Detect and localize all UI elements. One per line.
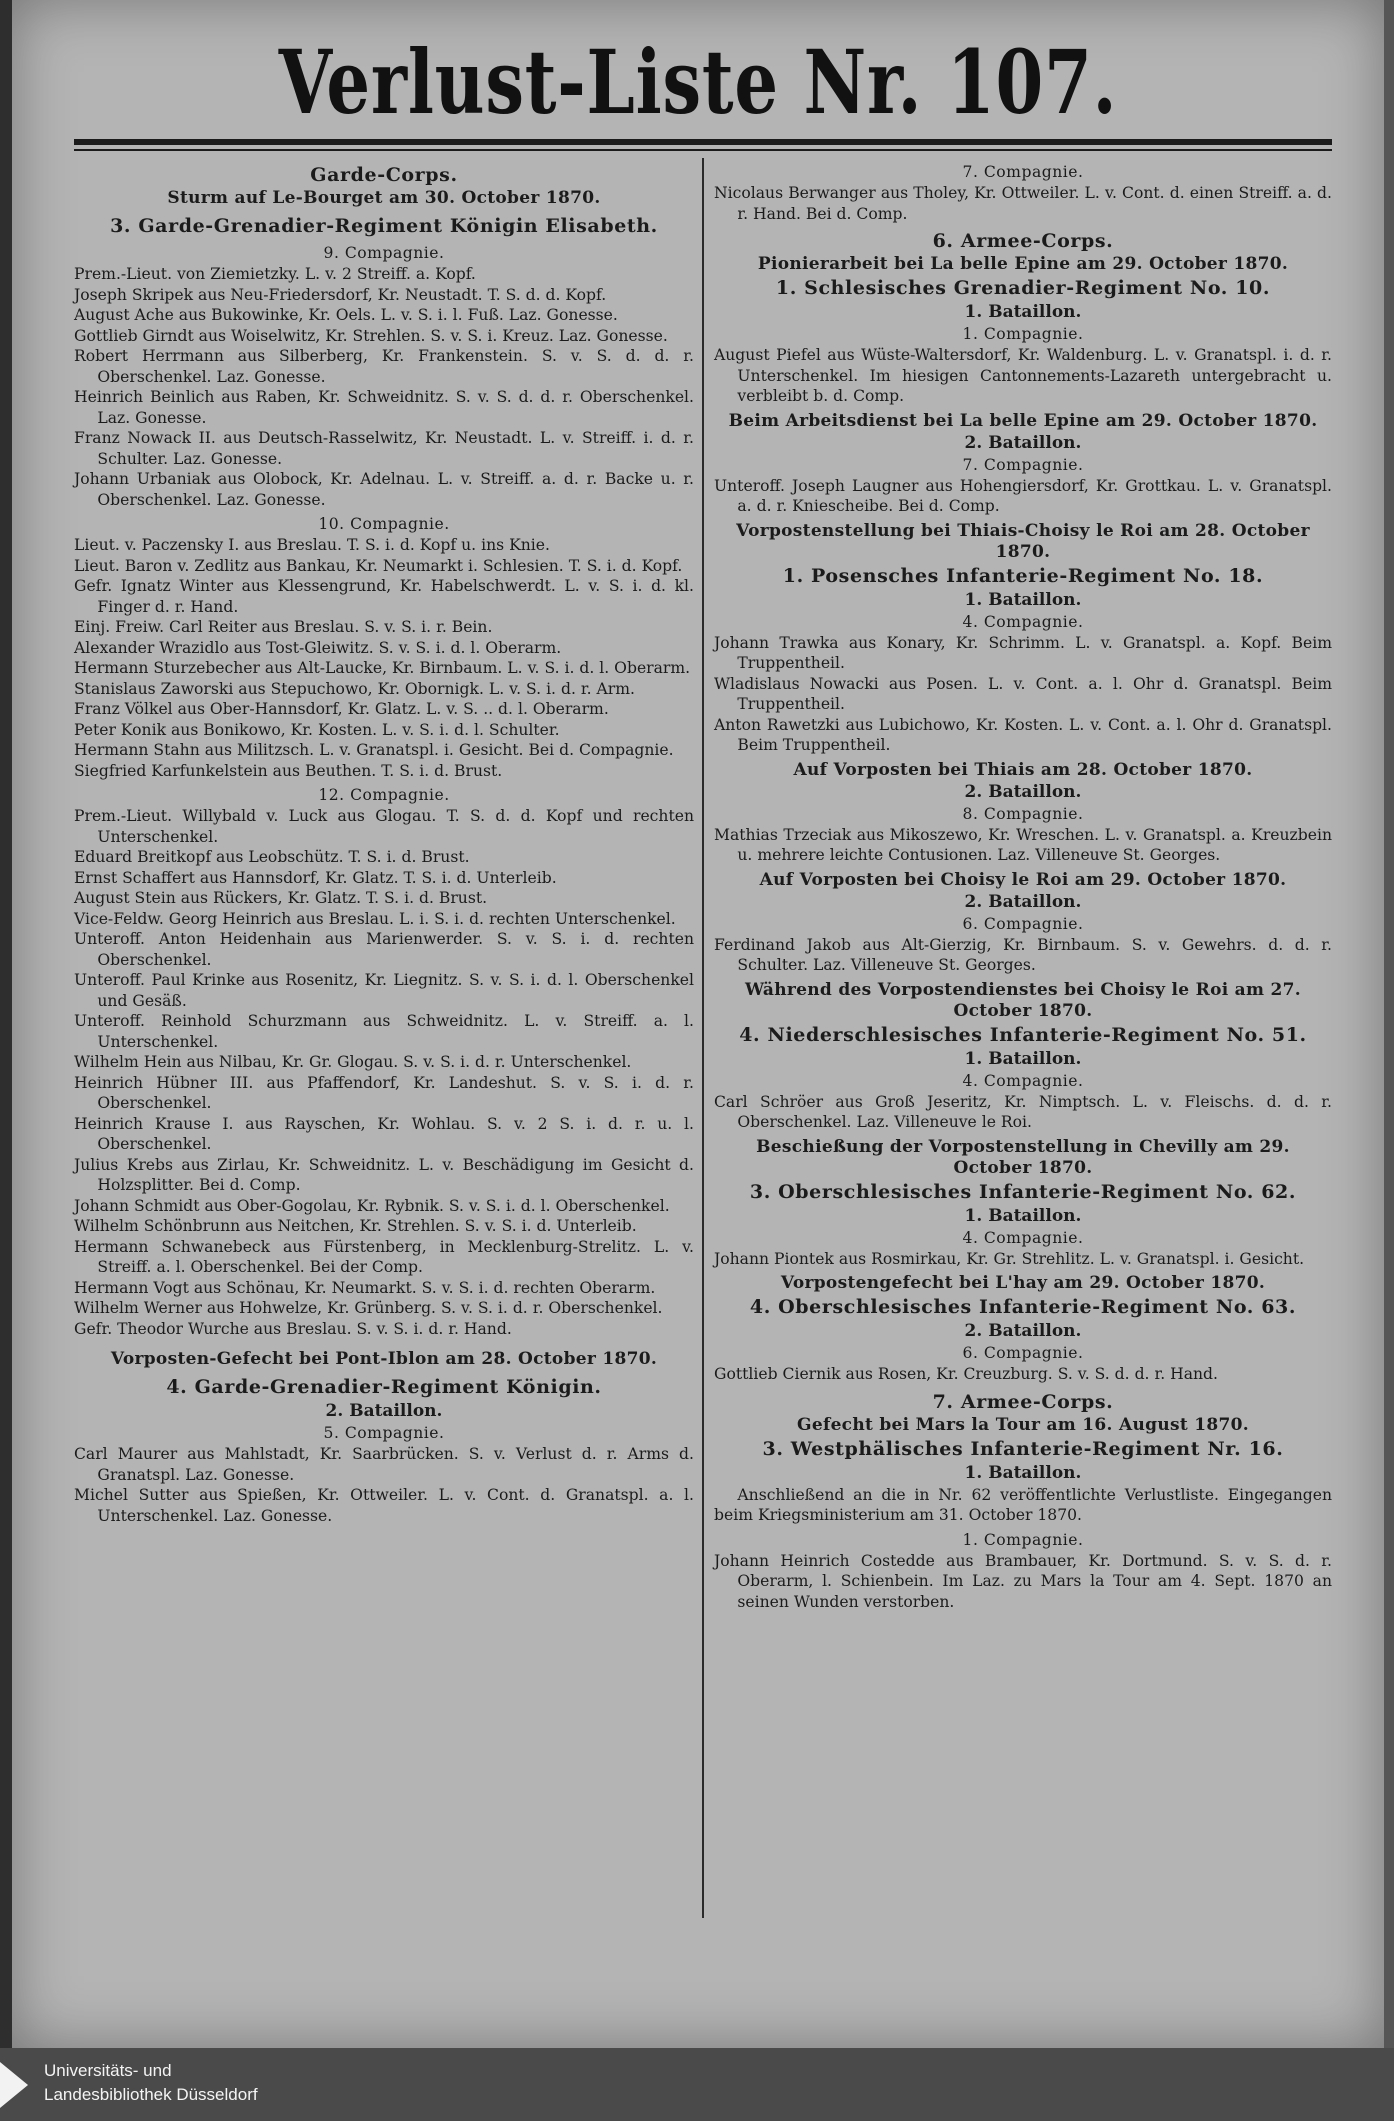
right-column	[714, 162, 1332, 1612]
casualty-entry: Gottlieb Girndt aus Woiselwitz, Kr. Strehlen. S. v. S. i. Kreuz. Laz. Gonesse.	[74, 326, 668, 345]
event-heading: Beim Arbeitsdienst bei La belle Epine am 29. October 1870.	[728, 410, 1318, 431]
battalion-heading: 1. Bataillon.	[964, 1205, 1082, 1226]
casualty-entry: Wladislaus Nowacki aus Posen. L. v. Cont. a. l. Ohr d. Granatspl. Beim Truppentheil.	[714, 674, 1332, 713]
company-heading: 7. Compagnie.	[962, 163, 1084, 181]
casualty-entry: Nicolaus Berwanger aus Tholey, Kr. Ottweiler. L. v. Cont. d. einen Streiff. a. d. r. Hand. Bei d. Comp.	[714, 184, 1332, 223]
casualty-entry: Heinrich Krause I. aus Rayschen, Kr. Wohlau. S. v. 2 S. i. d. r. u. l. Oberschenkel.	[74, 1114, 694, 1153]
scan-edge	[0, 0, 12, 2048]
casualty-list	[714, 1364, 1332, 1385]
casualty-list	[714, 1249, 1332, 1270]
casualty-entry: August Stein aus Rückers, Kr. Glatz. T. S. i. d. Brust.	[74, 889, 488, 907]
corps-heading: 6. Armee-Corps.	[932, 230, 1114, 252]
notice-text: Anschließend an die in Nr. 62 veröffentlichte Verlustliste. Eingegangen beim Kriegsministerium am 31. October 1870.	[714, 1485, 1332, 1524]
casualty-entry: Unteroff. Joseph Laugner aus Hohengiersdorf, Kr. Grottkau. L. v. Granatspl. a. d. r. Kniescheibe. Bei d. Comp.	[714, 476, 1332, 515]
casualty-entry: Vice-Feldw. Georg Heinrich aus Breslau. L. i. S. i. d. rechten Unterschenkel.	[74, 909, 676, 928]
regiment-heading: 1. Schlesisches Grenadier-Regiment No. 10.	[775, 277, 1271, 299]
regiment-heading: 1. Posensches Infanterie-Regiment No. 18.	[782, 564, 1264, 587]
regiment-heading: 3. Westphälisches Infanterie-Regiment Nr. 16.	[762, 1437, 1284, 1460]
casualty-entry: Franz Völkel aus Ober-Hannsdorf, Kr. Glatz. L. v. S. .. d. l. Oberarm.	[74, 700, 609, 718]
casualty-entry: Wilhelm Werner aus Hohwelze, Kr. Grünberg. S. v. S. i. d. r. Oberschenkel.	[74, 1299, 663, 1317]
casualty-entry: Einj. Freiw. Carl Reiter aus Breslau. S. v. S. i. r. Bein.	[74, 618, 493, 636]
casualty-entry: Hermann Sturzebecher aus Alt-Laucke, Kr. Birnbaum. L. v. S. i. d. l. Oberarm.	[74, 659, 691, 677]
casualty-list	[74, 1444, 694, 1526]
casualty-entry: Gefr. Ignatz Winter aus Klessengrund, Kr. Habelschwerdt. L. v. S. i. d. kl. Finger d. r. Hand.	[74, 577, 694, 616]
company-heading: 4. Compagnie.	[962, 612, 1084, 631]
casualty-entry: Franz Nowack II. aus Deutsch-Rasselwitz, Kr. Neustadt. L. v. Streiff. i. d. r. Schulter. Laz. Gonesse.	[74, 429, 694, 468]
event-heading: Beschießung der Vorpostenstellung in Chevilly am 29. October 1870.	[756, 1136, 1290, 1178]
casualty-entry: Johann Piontek aus Rosmirkau, Kr. Gr. Strehlitz. L. v. Granatspl. i. Gesicht.	[714, 1249, 1305, 1268]
casualty-list	[74, 535, 694, 781]
casualty-entry: Hermann Vogt aus Schönau, Kr. Neumarkt. S. v. S. i. d. rechten Oberarm.	[74, 1278, 656, 1297]
regiment-heading: 4. Niederschlesisches Infanterie-Regiment No. 51.	[739, 1023, 1307, 1046]
company-heading: 4. Compagnie.	[962, 1071, 1084, 1090]
company-heading: 1. Compagnie.	[962, 1530, 1084, 1549]
casualty-list	[714, 1092, 1332, 1133]
casualty-entry: Prem.-Lieut. Willybald v. Luck aus Glogau. T. S. d. d. Kopf und rechten Unterschenkel.	[74, 807, 694, 846]
regiment-heading: 4. Garde-Grenadier-Regiment Königin.	[166, 1376, 602, 1398]
battalion-heading: 2. Bataillon.	[964, 432, 1082, 453]
battalion-heading: 2. Bataillon.	[325, 1401, 443, 1421]
casualty-entry: Johann Heinrich Costedde aus Brambauer, Kr. Dortmund. S. v. S. d. r. Oberarm, l. Schienbein. Im Laz. zu Mars la Tour am 4. Sept. 1870 an seinen Wunden verstorben.	[714, 1551, 1332, 1611]
casualty-entry: Johann Urbaniak aus Olobock, Kr. Adelnau. L. v. Streiff. a. d. r. Backe u. r. Oberschenkel. Laz. Gonesse.	[74, 470, 694, 509]
company-heading: 10. Compagnie.	[318, 515, 450, 533]
company-heading: 7. Compagnie.	[962, 455, 1084, 474]
casualty-entry: Johann Schmidt aus Ober-Gogolau, Kr. Rybnik. S. v. S. i. d. l. Oberschenkel.	[74, 1196, 670, 1215]
casualty-entry: Anton Rawetzki aus Lubichowo, Kr. Kosten. L. v. Cont. a. l. Ohr d. Granatspl. Beim Truppentheil.	[714, 715, 1332, 754]
battalion-heading: 2. Bataillon.	[964, 1321, 1082, 1341]
casualty-entry: Wilhelm Schönbrunn aus Neitchen, Kr. Strehlen. S. v. S. i. d. Unterleib.	[74, 1217, 637, 1235]
library-line-1: Universitäts- und	[44, 2061, 172, 2080]
casualty-entry: Alexander Wrazidlo aus Tost-Gleiwitz. S. v. S. i. d. l. Oberarm.	[74, 638, 562, 657]
casualty-list	[74, 264, 694, 510]
casualty-list	[714, 1551, 1332, 1613]
company-heading: 1. Compagnie.	[962, 325, 1084, 343]
casualty-entry: Heinrich Hübner III. aus Pfaffendorf, Kr. Landeshut. S. v. S. i. d. r. Oberschenkel.	[74, 1073, 694, 1112]
casualty-entry: Siegfried Karfunkelstein aus Beuthen. T. S. i. d. Brust.	[74, 761, 503, 780]
newspaper-page	[12, 0, 1384, 2048]
casualty-entry: Heinrich Beinlich aus Raben, Kr. Schweidnitz. S. v. S. d. d. r. Oberschenkel. Laz. Gonesse.	[74, 388, 694, 427]
casualty-entry: August Ache aus Bukowinke, Kr. Oels. L. v. S. i. l. Fuß. Laz. Gonesse.	[74, 306, 618, 324]
library-text	[44, 2059, 258, 2107]
casualty-list	[714, 935, 1332, 976]
casualty-entry: Hermann Schwanebeck aus Fürstenberg, in Mecklenburg-Strelitz. L. v. Streiff. a. l. Oberschenkel. Bei der Comp.	[74, 1237, 694, 1276]
casualty-list	[714, 183, 1332, 224]
library-watermark	[0, 2056, 330, 2116]
casualty-list	[714, 825, 1332, 866]
event-heading: Pionierarbeit bei La belle Epine am 29. October 1870.	[757, 254, 1289, 274]
event-heading: Auf Vorposten bei Choisy le Roi am 29. October 1870.	[759, 869, 1287, 890]
casualty-entry: Carl Schröer aus Groß Jeseritz, Kr. Nimptsch. L. v. Fleischs. d. d. r. Oberschenkel. Laz. Villeneuve le Roi.	[714, 1092, 1332, 1131]
library-logo-icon	[0, 2062, 36, 2108]
casualty-entry: Wilhelm Hein aus Nilbau, Kr. Gr. Glogau. S. v. S. i. d. r. Unterschenkel.	[74, 1053, 632, 1071]
casualty-entry: August Piefel aus Wüste-Waltersdorf, Kr. Waldenburg. L. v. Granatspl. i. d. r. Unterschenkel. Im hiesigen Cantonnements-Lazareth untergebracht u. verbleibt b. d. Comp.	[714, 346, 1332, 405]
casualty-list	[714, 476, 1332, 517]
corps-heading: 7. Armee-Corps.	[932, 1390, 1114, 1413]
casualty-entry: Julius Krebs aus Zirlau, Kr. Schweidnitz. L. v. Beschädigung im Gesicht d. Holzsplitter. Bei d. Comp.	[74, 1155, 694, 1194]
casualty-entry: Ferdinand Jakob aus Alt-Gierzig, Kr. Birnbaum. S. v. Gewehrs. d. d. r. Schulter. Laz. Villeneuve St. Georges.	[714, 935, 1332, 974]
event-heading: Auf Vorposten bei Thiais am 28. October 1870.	[793, 759, 1253, 780]
company-heading: 8. Compagnie.	[962, 804, 1084, 823]
battalion-heading: 1. Bataillon.	[964, 1462, 1082, 1483]
casualty-entry: Hermann Stahn aus Militzsch. L. v. Granatspl. i. Gesicht. Bei d. Compagnie.	[74, 741, 674, 759]
event-heading: Gefecht bei Mars la Tour am 16. August 1870.	[797, 1414, 1249, 1435]
regiment-heading: 3. Oberschlesisches Infanterie-Regiment No. 62.	[749, 1180, 1297, 1203]
company-heading: 5. Compagnie.	[323, 1424, 445, 1442]
casualty-entry: Stanislaus Zaworski aus Stepuchowo, Kr. Obornigk. L. v. S. i. d. r. Arm.	[74, 679, 635, 698]
column-divider	[702, 158, 704, 1918]
company-heading: 4. Compagnie.	[962, 1228, 1084, 1247]
casualty-entry: Eduard Breitkopf aus Leobschütz. T. S. i. d. Brust.	[74, 848, 470, 866]
event-heading: Während des Vorpostendienstes bei Choisy le Roi am 27. October 1870.	[745, 979, 1301, 1021]
regiment-heading: 4. Oberschlesisches Infanterie-Regiment No. 63.	[749, 1296, 1297, 1318]
regiment-heading: 3. Garde-Grenadier-Regiment Königin Elisabeth.	[110, 215, 658, 237]
casualty-entry: Johann Trawka aus Konary, Kr. Schrimm. L. v. Granatspl. a. Kopf. Beim Truppentheil.	[714, 633, 1332, 672]
left-column	[74, 162, 694, 1526]
battalion-heading: 2. Bataillon.	[964, 781, 1082, 802]
casualty-list	[714, 345, 1332, 407]
title-rule-thin	[74, 149, 1332, 151]
casualty-entry: Joseph Skripek aus Neu-Friedersdorf, Kr. Neustadt. T. S. d. d. Kopf.	[74, 285, 607, 304]
company-heading: 6. Compagnie.	[962, 914, 1084, 933]
casualty-entry: Gottlieb Ciernik aus Rosen, Kr. Creuzburg. S. v. S. d. d. r. Hand.	[714, 1365, 1218, 1383]
company-heading: 9. Compagnie.	[323, 244, 445, 262]
battalion-heading: 1. Bataillon.	[964, 302, 1082, 322]
event-heading: Vorpostenstellung bei Thiais-Choisy le Roi am 28. October 1870.	[736, 520, 1310, 562]
battalion-heading: 2. Bataillon.	[964, 891, 1082, 912]
casualty-entry: Peter Konik aus Bonikowo, Kr. Kosten. L. v. S. i. d. l. Schulter.	[74, 720, 560, 739]
casualty-entry: Gefr. Theodor Wurche aus Breslau. S. v. S. i. d. r. Hand.	[74, 1319, 512, 1338]
casualty-entry: Carl Maurer aus Mahlstadt, Kr. Saarbrücken. S. v. Verlust d. r. Arms d. Granatspl. Laz. Gonesse.	[74, 1445, 694, 1484]
event-heading: Vorpostengefecht bei L'hay am 29. October 1870.	[780, 1273, 1266, 1293]
company-heading: 6. Compagnie.	[962, 1344, 1084, 1362]
casualty-entry: Unteroff. Reinhold Schurzmann aus Schweidnitz. L. v. Streiff. a. l. Unterschenkel.	[74, 1012, 694, 1051]
corps-heading: Garde-Corps.	[310, 164, 458, 186]
casualty-list	[714, 633, 1332, 756]
casualty-entry: Mathias Trzeciak aus Mikoszewo, Kr. Wreschen. L. v. Granatspl. a. Kreuzbein u. mehrere leichte Contusionen. Laz. Villeneuve St. Georges.	[714, 825, 1332, 864]
company-heading: 12. Compagnie.	[318, 786, 450, 804]
casualty-entry: Unteroff. Paul Krinke aus Rosenitz, Kr. Liegnitz. S. v. S. i. d. l. Oberschenkel und Gesäß.	[74, 971, 694, 1010]
casualty-entry: Prem.-Lieut. von Ziemietzky. L. v. 2 Streiff. a. Kopf.	[74, 265, 476, 283]
casualty-entry: Lieut. Baron v. Zedlitz aus Bankau, Kr. Neumarkt i. Schlesien. T. S. i. d. Kopf.	[74, 556, 683, 575]
casualty-list	[74, 806, 694, 1339]
battalion-heading: 1. Bataillon.	[964, 589, 1082, 610]
title-rule	[74, 139, 1332, 145]
casualty-entry: Lieut. v. Paczensky I. aus Breslau. T. S. i. d. Kopf u. ins Knie.	[74, 536, 550, 554]
event-heading: Sturm auf Le-Bourget am 30. October 1870.	[167, 188, 601, 208]
battalion-heading: 1. Bataillon.	[964, 1048, 1082, 1069]
page-title: Verlust-Liste Nr. 107.	[278, 30, 1118, 134]
event-heading: Vorposten-Gefecht bei Pont-Iblon am 28. October 1870.	[110, 1349, 658, 1369]
casualty-entry: Robert Herrmann aus Silberberg, Kr. Frankenstein. S. v. S. d. d. r. Oberschenkel. Laz. Gonesse.	[74, 347, 694, 386]
casualty-entry: Michel Sutter aus Spießen, Kr. Ottweiler. L. v. Cont. d. Granatspl. a. l. Unterschenkel. Laz. Gonesse.	[74, 1486, 694, 1525]
library-line-2: Landesbibliothek Düsseldorf	[44, 2085, 258, 2104]
casualty-entry: Unteroff. Anton Heidenhain aus Marienwerder. S. v. S. i. d. rechten Oberschenkel.	[74, 930, 694, 969]
casualty-entry: Ernst Schaffert aus Hannsdorf, Kr. Glatz. T. S. i. d. Unterleib.	[74, 868, 557, 887]
